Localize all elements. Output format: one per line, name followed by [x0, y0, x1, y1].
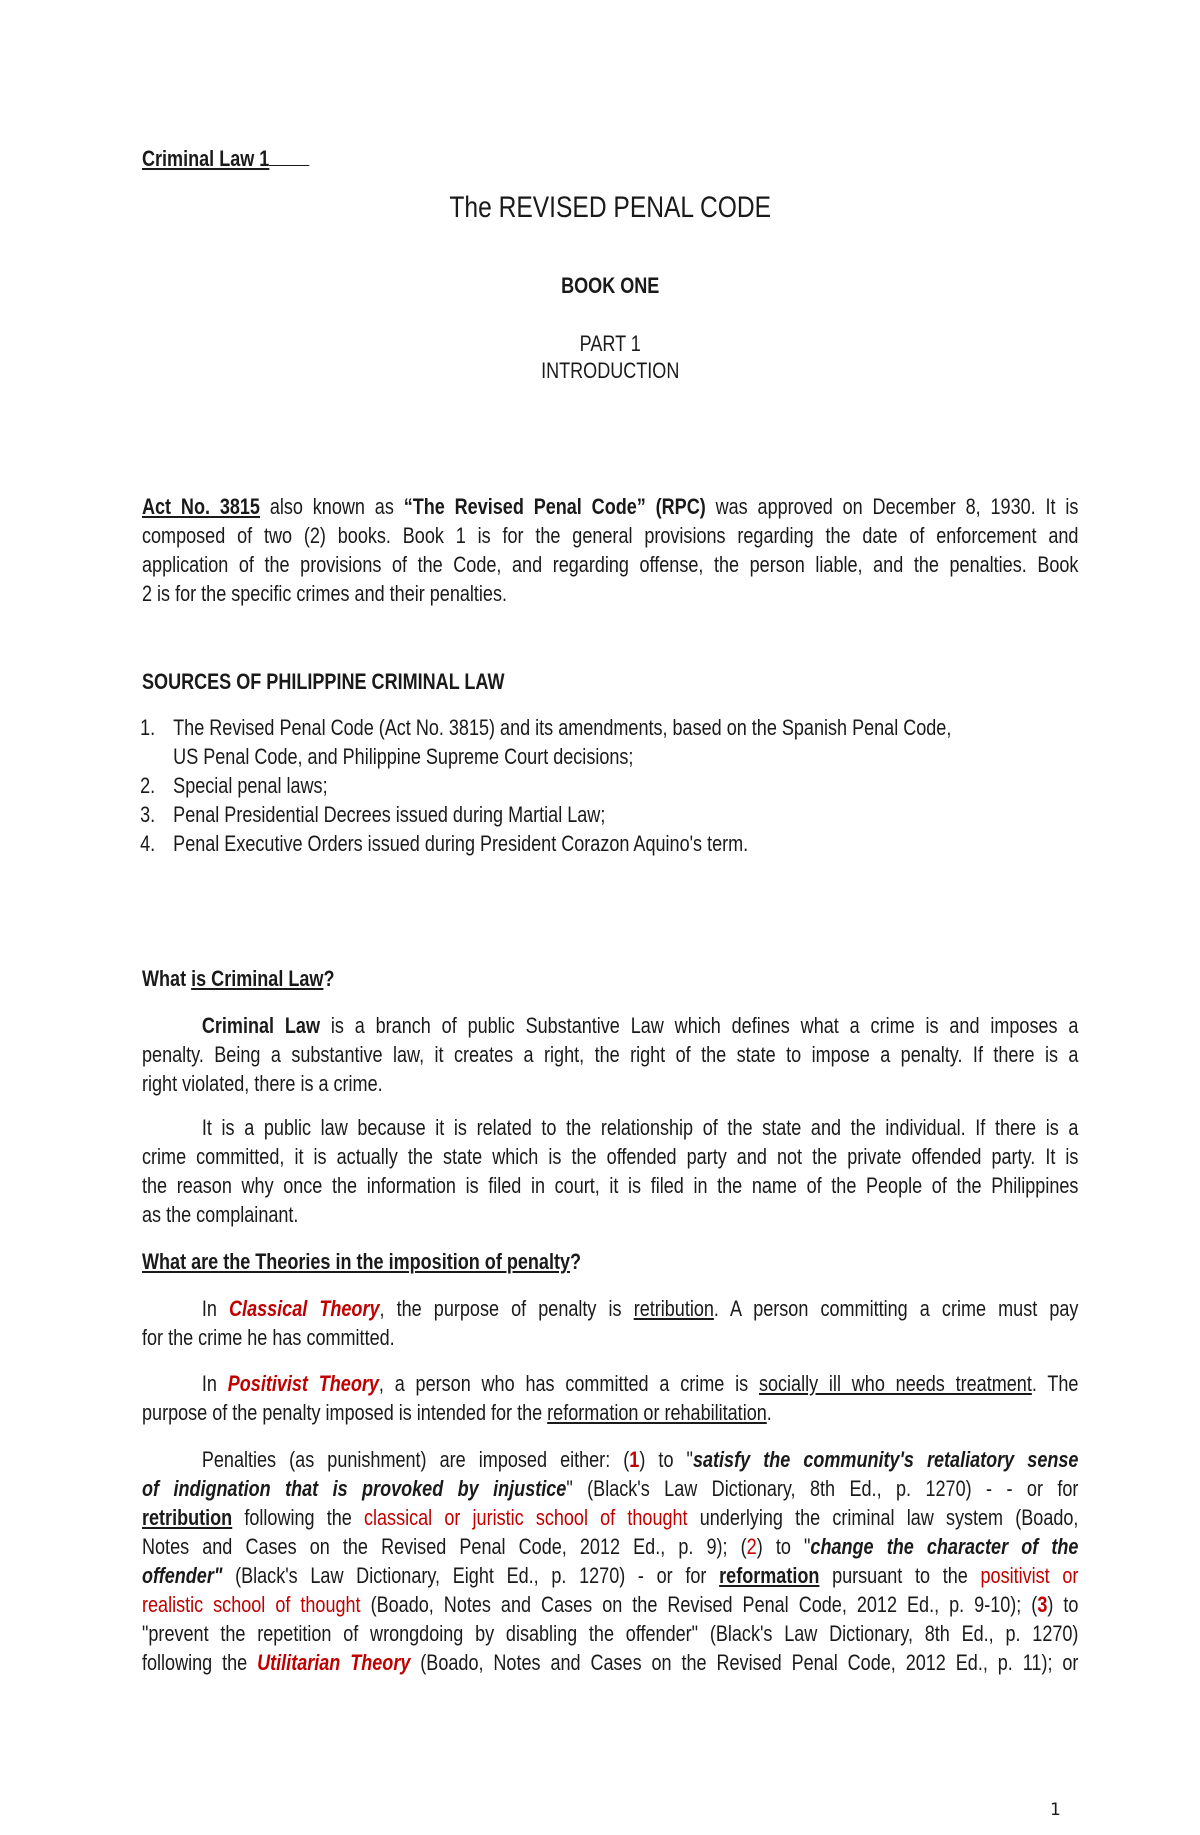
- list-number: 1.: [140, 715, 156, 740]
- intro-text: was approved on December 8, 1930. It is: [705, 494, 1079, 519]
- defined-term: Criminal Law: [201, 1013, 320, 1038]
- paragraph-text: Penalties (as punishment) are imposed either: (: [201, 1447, 630, 1472]
- paragraph-text: ) to ": [756, 1534, 811, 1559]
- enumerator: 3: [1037, 1592, 1048, 1617]
- theory-name: Utilitarian Theory: [257, 1650, 411, 1675]
- quoted-definition: of indignation that is provoked by injustice: [142, 1476, 567, 1501]
- underlined-term: socially ill who needs treatment: [758, 1371, 1032, 1396]
- list-number: 2.: [140, 773, 156, 798]
- list-text: Penal Presidential Decrees issued during Martial Law;: [173, 802, 606, 827]
- school-of-thought: realistic school of thought: [142, 1592, 361, 1617]
- book-heading: [142, 272, 1078, 300]
- paragraph-text: following the: [142, 1650, 258, 1675]
- question-mark: ?: [323, 966, 335, 991]
- penalties-line-4: [142, 1533, 1078, 1561]
- book-label: BOOK ONE: [561, 273, 660, 298]
- paragraph-text: In: [201, 1296, 230, 1321]
- act-number: Act No. 3815: [142, 494, 260, 519]
- paragraph-text: ) to ": [639, 1447, 693, 1472]
- penalties-line-5: [142, 1562, 1078, 1590]
- question-mark: ?: [570, 1249, 582, 1274]
- penalties-line-2: [142, 1475, 1078, 1503]
- paragraph-text: underlying the criminal law system (Boado,: [687, 1505, 1079, 1530]
- paragraph-text: following the: [232, 1505, 364, 1530]
- list-number: 3.: [140, 802, 156, 827]
- intro-line-1: [142, 493, 1078, 521]
- penalties-line-1: [142, 1446, 1078, 1474]
- list-item: [124, 772, 328, 800]
- paragraph-text: .: [766, 1400, 772, 1425]
- sources-heading: [142, 668, 504, 696]
- criminal-law-line-2: penalty. Being a substantive law, it creates a right, the right of the state to impose a penalty. If there is a: [142, 1042, 1079, 1067]
- intro-text: also known as: [259, 494, 404, 519]
- question-heading: [142, 1248, 581, 1276]
- public-law-line-3: the reason why once the information is filed in court, it is filed in the name of the People of the Philippines: [142, 1173, 1079, 1198]
- paragraph-text: is a branch of public Substantive Law which defines what a crime is and imposes a: [319, 1013, 1079, 1038]
- paragraph-text: (Boado, Notes and Cases on the Revised Penal Code, 2012 Ed., p. 9-10); (: [360, 1592, 1038, 1617]
- criminal-law-line-1: [142, 1012, 1078, 1040]
- underlined-term: retribution: [633, 1296, 714, 1321]
- paragraph-text: purpose of the penalty imposed is intended for the: [142, 1400, 548, 1425]
- paragraph-text: Notes and Cases on the Revised Penal Code, 2012 Ed., p. 9); (: [142, 1534, 747, 1559]
- question-text: What: [142, 966, 192, 991]
- question-underlined: What are the Theories in the imposition of penalty: [142, 1249, 571, 1274]
- paragraph-text: . The: [1031, 1371, 1079, 1396]
- list-item: [124, 714, 951, 742]
- question-heading: [142, 965, 334, 993]
- part-heading: PART 1: [579, 331, 641, 356]
- list-number: 4.: [140, 831, 156, 856]
- page-number: 1: [1050, 1800, 1061, 1820]
- school-of-thought: classical or juristic school of thought: [363, 1505, 688, 1530]
- list-text: The Revised Penal Code (Act No. 3815) and its amendments, based on the Spanish Penal Code,: [173, 715, 952, 740]
- paragraph-text: ) to: [1047, 1592, 1079, 1617]
- list-text: Penal Executive Orders issued during President Corazon Aquino's term.: [173, 831, 749, 856]
- paragraph-text: , the purpose of penalty is: [379, 1296, 634, 1321]
- sources-heading-text: SOURCES OF PHILIPPINE CRIMINAL LAW: [142, 669, 505, 694]
- list-item: [124, 830, 748, 858]
- intro-line-4: 2 is for the specific crimes and their penalties.: [142, 581, 507, 606]
- enumerator: 2: [746, 1534, 757, 1559]
- theory-name: Classical Theory: [229, 1296, 380, 1321]
- intro-line-2: composed of two (2) books. Book 1 is for the general provisions regarding the date of enforcement and: [142, 523, 1079, 548]
- list-item-continued: US Penal Code, and Philippine Supreme Court decisions;: [173, 744, 634, 769]
- public-law-line-1: It is a public law because it is related to the relationship of the state and the individual. If there is a: [201, 1115, 1079, 1140]
- criminal-law-line-3: right violated, there is a crime.: [142, 1071, 383, 1096]
- theory-name: Positivist Theory: [227, 1371, 379, 1396]
- rpc-name: “The Revised Penal Code” (RPC): [403, 494, 706, 519]
- paragraph-text: (Boado, Notes and Cases on the Revised Penal Code, 2012 Ed., p. 11); or: [410, 1650, 1079, 1675]
- paragraph-text: , a person who has committed a crime is: [378, 1371, 759, 1396]
- classical-line-1: [142, 1295, 1078, 1323]
- positivist-line-2: [142, 1399, 772, 1427]
- page-title: The REVISED PENAL CODE: [449, 191, 772, 224]
- paragraph-text: . A person committing a crime must pay: [713, 1296, 1079, 1321]
- paragraph-text: " (Black's Law Dictionary, 8th Ed., p. 1270) - - or for: [566, 1476, 1079, 1501]
- classical-line-2: for the crime he has committed.: [142, 1325, 395, 1350]
- quoted-definition: offender": [142, 1563, 223, 1588]
- positivist-line-1: [142, 1370, 1078, 1398]
- quoted-definition: satisfy the community's retaliatory sense: [692, 1447, 1079, 1472]
- penalties-line-8: [142, 1649, 1078, 1677]
- penalties-line-3: [142, 1504, 1078, 1532]
- public-law-line-4: as the complainant.: [142, 1202, 299, 1227]
- paragraph-text: In: [201, 1371, 228, 1396]
- list-item: [124, 801, 605, 829]
- underlined-term: retribution: [142, 1505, 233, 1530]
- course-title: Criminal Law 1: [142, 146, 270, 171]
- title-underline-rule: [269, 147, 309, 166]
- enumerator: 1: [629, 1447, 640, 1472]
- intro-line-3: application of the provisions of the Code, and regarding offense, the person liable, and the penalties. Book: [142, 552, 1079, 577]
- question-underlined: is Criminal Law: [191, 966, 324, 991]
- penalties-line-7: "prevent the repetition of wrongdoing by disabling the offender" (Black's Law Dictionary, 8th Ed., p. 1270): [142, 1621, 1079, 1646]
- school-of-thought: positivist or: [980, 1563, 1079, 1588]
- public-law-line-2: crime committed, it is actually the state which is the offended party and not the private offended party. It is: [142, 1144, 1079, 1169]
- underlined-term: reformation: [719, 1563, 820, 1588]
- underlined-term: reformation or rehabilitation: [547, 1400, 767, 1425]
- document-label: [142, 145, 310, 173]
- penalties-line-6: [142, 1591, 1078, 1619]
- paragraph-text: pursuant to the: [819, 1563, 981, 1588]
- list-text: Special penal laws;: [173, 773, 328, 798]
- part-title: INTRODUCTION: [541, 358, 680, 383]
- paragraph-text: (Black's Law Dictionary, Eight Ed., p. 1270) - or for: [222, 1563, 720, 1588]
- quoted-definition: change the character of the: [810, 1534, 1079, 1559]
